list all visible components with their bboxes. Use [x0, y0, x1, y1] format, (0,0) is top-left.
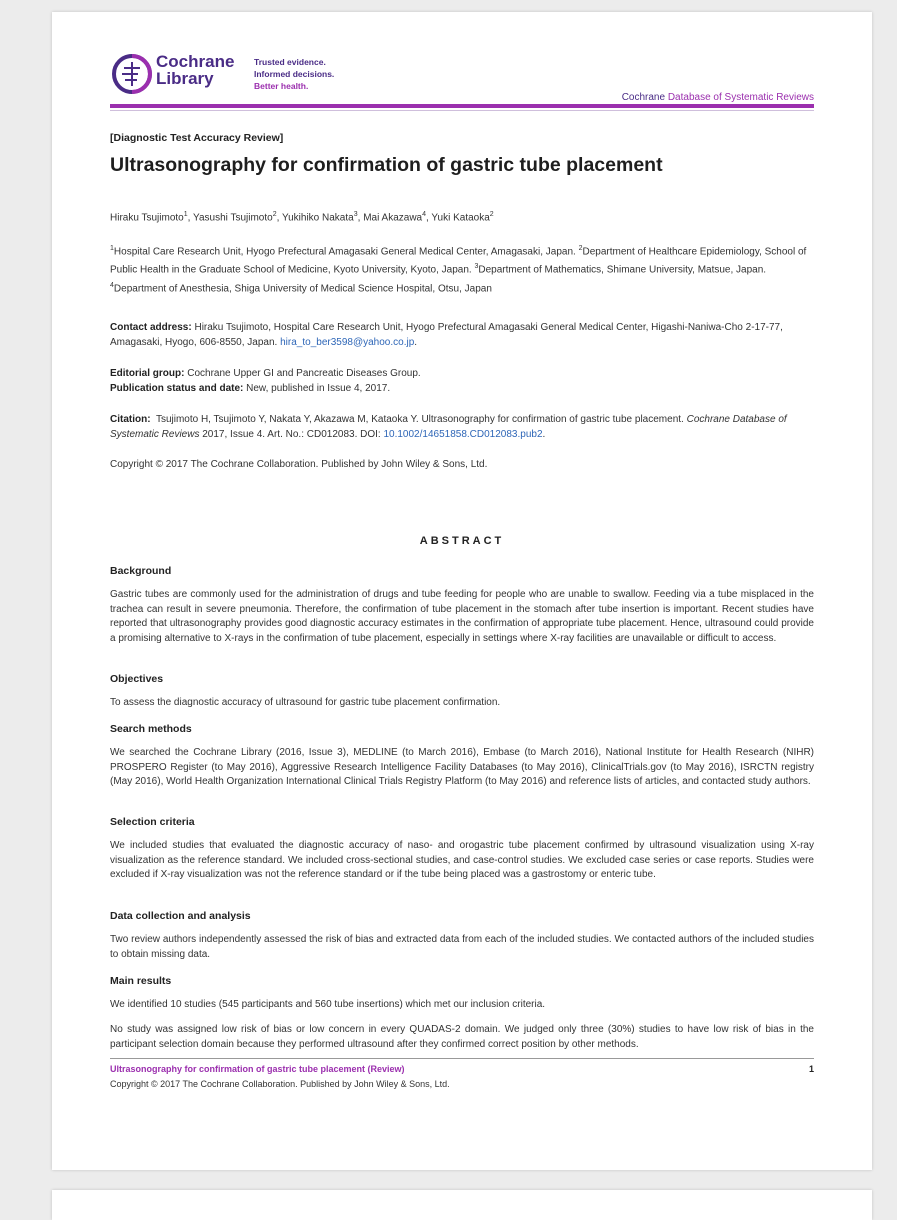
header-divider — [110, 104, 814, 108]
section-heading: Data collection and analysis — [110, 910, 251, 922]
contact-text: Hiraku Tsujimoto, Hospital Care Research Unit, Hyogo Prefectural Amagasaki General Medical Center, Higashi-Naniwa-Cho 2-17-77, Amagasaki, Hyogo, 606-8550, Japan. — [110, 322, 783, 348]
citation-journal: Cochrane Database of Systematic Reviews — [110, 414, 787, 440]
review-type-label: [Diagnostic Test Accuracy Review] — [110, 132, 284, 144]
journal-name — [622, 92, 814, 103]
copyright: Copyright © 2017 The Cochrane Collaboration. Published by John Wiley & Sons, Ltd. — [110, 459, 488, 470]
tagline — [254, 56, 334, 92]
footer-divider — [110, 1058, 814, 1059]
page-number: 1 — [808, 1064, 814, 1074]
section-heading: Search methods — [110, 723, 192, 735]
tagline-line-1: Trusted evidence. — [254, 57, 326, 67]
citation-rest: 2017, Issue 4. Art. No.: CD012083. DOI: — [202, 429, 381, 440]
affiliations — [110, 241, 814, 296]
document-page — [52, 12, 872, 1170]
affil-sup: 2 — [578, 245, 583, 252]
affiliation: Department of Anesthesia, Shiga University of Medical Science Hospital, Otsu, Japan — [113, 282, 492, 294]
citation-text: Tsujimoto H, Tsujimoto Y, Nakata Y, Akazawa M, Kataoka Y. Ultrasonography for confirmation of gastric tube placement. — [155, 414, 684, 425]
affiliation: Department of Healthcare Epidemiology, School of Public Health in the Graduate School of Medicine, Kyoto University, Kyoto, Japan. — [110, 246, 807, 276]
affil-sup: 1 — [110, 245, 114, 252]
author-sup: 1 — [183, 211, 188, 218]
contact-email-link[interactable]: hira_to_ber3598@yahoo.co.jp — [280, 337, 415, 348]
section-text: To assess the diagnostic accuracy of ultrasound for gastric tube placement confirmation. — [110, 697, 501, 708]
status-text: New, published in Issue 4, 2017. — [246, 383, 391, 394]
author-sup: 3 — [353, 211, 358, 218]
author-sup: 4 — [422, 211, 427, 218]
author-list: Hiraku Tsujimoto$^1$, Yasushi Tsujimoto$^2$, Yukihiko Nakata$^3$, Mai Akazawa$^4$, Yuki Kataoka$^2$ — [110, 211, 494, 224]
section-heading: Main results — [110, 975, 172, 987]
author: Yuki Kataoka — [431, 212, 490, 224]
abstract-heading: ABSTRACT — [419, 535, 505, 547]
section-text: Two review authors independently assessed the risk of bias and extracted data from each of the included studies. We contacted authors of the included studies to obtain missing data. — [110, 934, 814, 960]
footer-title: Ultrasonography for confirmation of gastric tube placement (Review) — [110, 1064, 405, 1074]
author: Yukihiko Nakata — [282, 212, 354, 224]
section-text: We included studies that evaluated the diagnostic accuracy of naso- and orogastric tube placement confirmed by ultrasound visualization using X-ray visualization as the reference standard. We included cross-sectional studies, and case-control studies. We excluded case series or case reports. Studies were excluded if X-ray visualization was not the reference standard or if the tube being placed was a gastrostomy or enteric tube. — [110, 840, 814, 880]
citation-doi-link[interactable]: 10.1002/14651858.CD012083.pub2 — [383, 429, 543, 440]
contact-address: Contact address: Hiraku Tsujimoto, Hospital Care Research Unit, Hyogo Prefectural Amagasaki General Medical Center, Higashi-Naniwa-Cho 2-17-77, Amagasaki, Hyogo, 606-8550, Japan. hira_to_ber3598@yahoo.co.jp. — [110, 322, 783, 348]
journal-title: Database of Systematic Reviews — [667, 92, 814, 103]
citation: Citation: Tsujimoto H, Tsujimoto Y, Nakata Y, Akazawa M, Kataoka Y. Ultrasonography for confirmation of gastric tube placement. Cochrane Database of Systematic Reviews 2017, Issue 4. Art. No.: CD012083. DOI: 10.1002/14651858.CD012083.pub2. — [110, 414, 787, 440]
brand-line-2: Library — [156, 69, 214, 88]
section-text: We searched the Cochrane Library (2016, Issue 3), MEDLINE (to March 2016), Embase (to March 2016), National Institute for Health Research (NIHR) PROSPERO Register (to May 2016), Aggressive Research Intelligence Facility Databases (to May 2016), ClinicalTrials.gov (to May 2016), ISRCTN registry (May 2016), World Health Organization International Clinical Trials Registry Platform (to May 2016) and reference lists of articles, and contacted study authors. — [110, 747, 814, 787]
section-heading: Selection criteria — [110, 816, 195, 828]
section-text: Gastric tubes are commonly used for the administration of drugs and tube feeding for people who are unable to swallow. Feeding via a tube misplaced in the trachea can result in severe pneumonia. Therefore, the confirmation of tube placement in the stomach after tube insertion is important. Recent studies have reported that ultrasonography provides good diagnostic accuracy estimates in the confirmation of appropriate tube placement. Hence, ultrasound could provide a promising alternative to X-rays in the confirmation of tube placement, especially in settings where X-ray facilities are unavailable or difficult to access. — [110, 589, 814, 644]
review-title: Ultrasonography for confirmation of gastric tube placement — [110, 154, 663, 176]
editorial-text: Cochrane Upper GI and Pancreatic Diseases Group. — [187, 368, 421, 379]
affiliation: Hospital Care Research Unit, Hyogo Prefectural Amagasaki General Medical Center, Amagasaki, Japan. — [113, 246, 579, 258]
tagline-line-2: Informed decisions. — [254, 69, 335, 79]
footer-copyright: Copyright © 2017 The Cochrane Collaboration. Published by John Wiley & Sons, Ltd. — [110, 1079, 450, 1089]
author: Mai Akazawa — [363, 212, 423, 224]
section-heading: Background — [110, 565, 172, 577]
status-label: Publication status and date: — [110, 383, 244, 394]
section-text: No study was assigned low risk of bias or low concern in every QUADAS-2 domain. We judged only three (30%) studies to have low risk of bias in the participant selection domain because they performed ultrasound after they confirmed correct position by other methods. — [110, 1024, 814, 1050]
editorial-group — [110, 366, 814, 381]
editorial-label: Editorial group: — [110, 368, 185, 379]
header-divider-thin — [110, 110, 814, 111]
section-heading: Objectives — [110, 673, 164, 685]
author: Yasushi Tsujimoto — [193, 212, 273, 224]
citation-label: Citation: — [110, 414, 151, 425]
next-page-edge — [52, 1190, 872, 1220]
brand-name — [156, 53, 234, 87]
brand-line-1: Cochrane — [156, 52, 235, 71]
author-sup: 2 — [489, 211, 494, 218]
author-sup: 2 — [272, 211, 277, 218]
affil-sup: 4 — [110, 281, 114, 289]
publication-status — [110, 381, 814, 396]
tagline-line-3: Better health. — [254, 81, 309, 91]
affiliation: Department of Mathematics, Shimane University, Matsue, Japan. — [478, 264, 767, 276]
contact-label: Contact address: — [110, 322, 192, 333]
author: Hiraku Tsujimoto — [110, 212, 184, 224]
affil-sup: 3 — [474, 263, 479, 271]
journal-prefix: Cochrane — [621, 92, 666, 103]
section-text: We identified 10 studies (545 participants and 560 tube insertions) which met our inclusion criteria. — [110, 999, 546, 1010]
